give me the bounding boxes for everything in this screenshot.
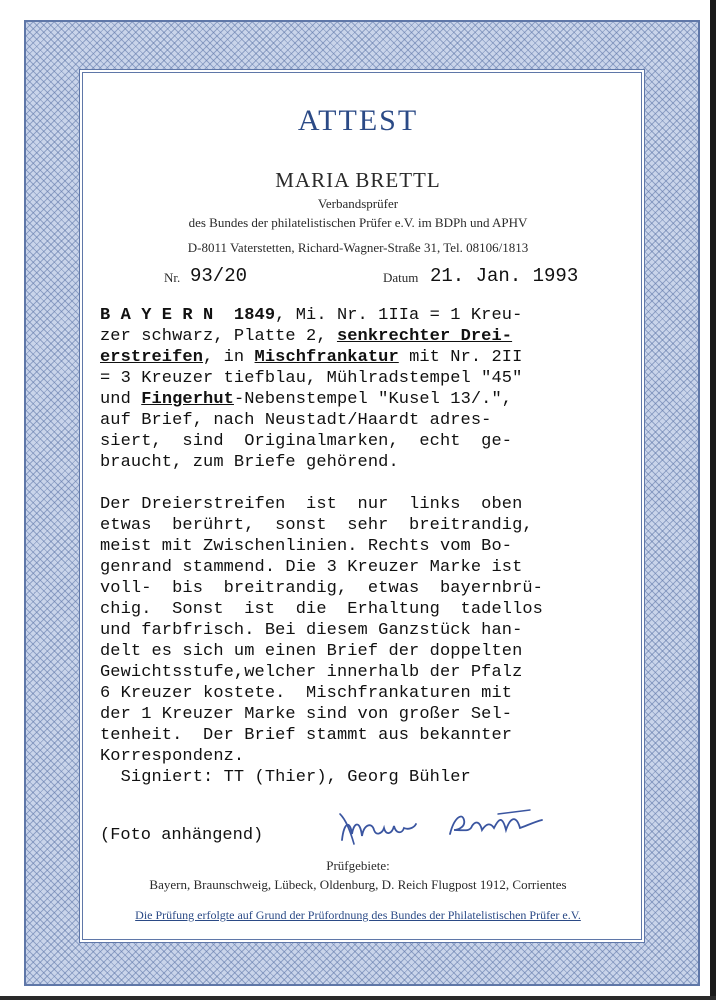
signed-by-line: Signiert: TT (Thier), Georg Bühler <box>100 768 471 787</box>
photo-note: (Foto anhängend) <box>100 826 264 845</box>
emphasis-strip-cont: erstreifen <box>100 348 204 367</box>
text-line: delt es sich um einen Brief der doppelten <box>100 642 523 661</box>
country-year: B A Y E R N 1849 <box>100 306 276 325</box>
certificate-title: ATTEST <box>297 104 419 137</box>
text-line: auf Brief, nach Neustadt/Haardt adres- <box>100 411 492 430</box>
text-segment: zer schwarz, Platte 2, <box>100 327 337 346</box>
text-line: genrand stammend. Die 3 Kreuzer Marke ist <box>100 558 523 577</box>
text-line: siert, sind Originalmarken, echt ge- <box>100 432 513 451</box>
text-segment: , in <box>203 348 255 367</box>
handwritten-signature <box>330 800 560 860</box>
text-line: meist mit Zwischenlinien. Rechts vom Bo- <box>100 537 513 556</box>
text-segment: mit Nr. 2II <box>398 348 523 367</box>
text-segment: , Mi. Nr. 1IIa = 1 Kreu- <box>275 306 523 325</box>
scan-edge-bottom <box>0 996 716 1000</box>
text-line: Korrespondenz. <box>100 747 245 766</box>
text-line: braucht, zum Briefe gehörend. <box>100 453 399 472</box>
text-segment: und <box>100 390 142 409</box>
text-line <box>100 305 630 326</box>
text-line: 6 Kreuzer kostete. Mischfrankaturen mit <box>100 684 513 703</box>
emphasis-thimble: Fingerhut <box>141 390 234 409</box>
condition-paragraph <box>100 494 630 788</box>
text-line: chig. Sonst ist die Erhaltung tadellos <box>100 600 543 619</box>
examiner-name: MARIA BRETTL <box>275 168 441 192</box>
description-paragraph <box>100 305 630 473</box>
scan-edge-right <box>710 0 716 1000</box>
regulation-footer: Die Prüfung erfolgte auf Grund der Prüfordnung des Bundes der Philatelistischen Prüfer e.V. <box>135 908 581 922</box>
text-line: Der Dreierstreifen ist nur links oben <box>100 495 523 514</box>
test-areas-label: Prüfgebiete: <box>326 858 390 873</box>
text-line: Gewichtsstufe,welcher innerhalb der Pfalz <box>100 663 523 682</box>
text-line: der 1 Kreuzer Marke sind von großer Sel- <box>100 705 513 724</box>
date-label: Datum <box>383 270 419 285</box>
certificate-date: 21. Jan. 1993 <box>430 265 579 287</box>
test-areas-list: Bayern, Braunschweig, Lübeck, Oldenburg, D. Reich Flugpost 1912, Corrientes <box>149 877 567 892</box>
text-line: etwas berührt, sonst sehr breitrandig, <box>100 516 533 535</box>
text-line <box>100 389 630 410</box>
number-label: Nr. <box>164 270 181 285</box>
text-line <box>100 347 630 368</box>
emphasis-franking: Mischfrankatur <box>254 348 399 367</box>
text-segment: -Nebenstempel "Kusel 13/.", <box>233 390 513 409</box>
text-line: = 3 Kreuzer tiefblau, Mühlradstempel "45" <box>100 369 523 388</box>
text-line: tenheit. Der Brief stammt aus bekannter <box>100 726 513 745</box>
examiner-role: Verbandsprüfer <box>317 196 399 211</box>
association-line: des Bundes der philatelistischen Prüfer e.V. im BDPh und APHV <box>188 215 528 230</box>
certificate-number: 93/20 <box>190 265 248 287</box>
emphasis-strip: senkrechter Drei- <box>336 327 513 346</box>
text-line: und farbfrisch. Bei diesem Ganzstück han- <box>100 621 523 640</box>
text-line <box>100 326 630 347</box>
address-line: D-8011 Vaterstetten, Richard-Wagner-Straße 31, Tel. 08106/1813 <box>187 240 529 255</box>
text-line: voll- bis breitrandig, etwas bayernbrü- <box>100 579 543 598</box>
